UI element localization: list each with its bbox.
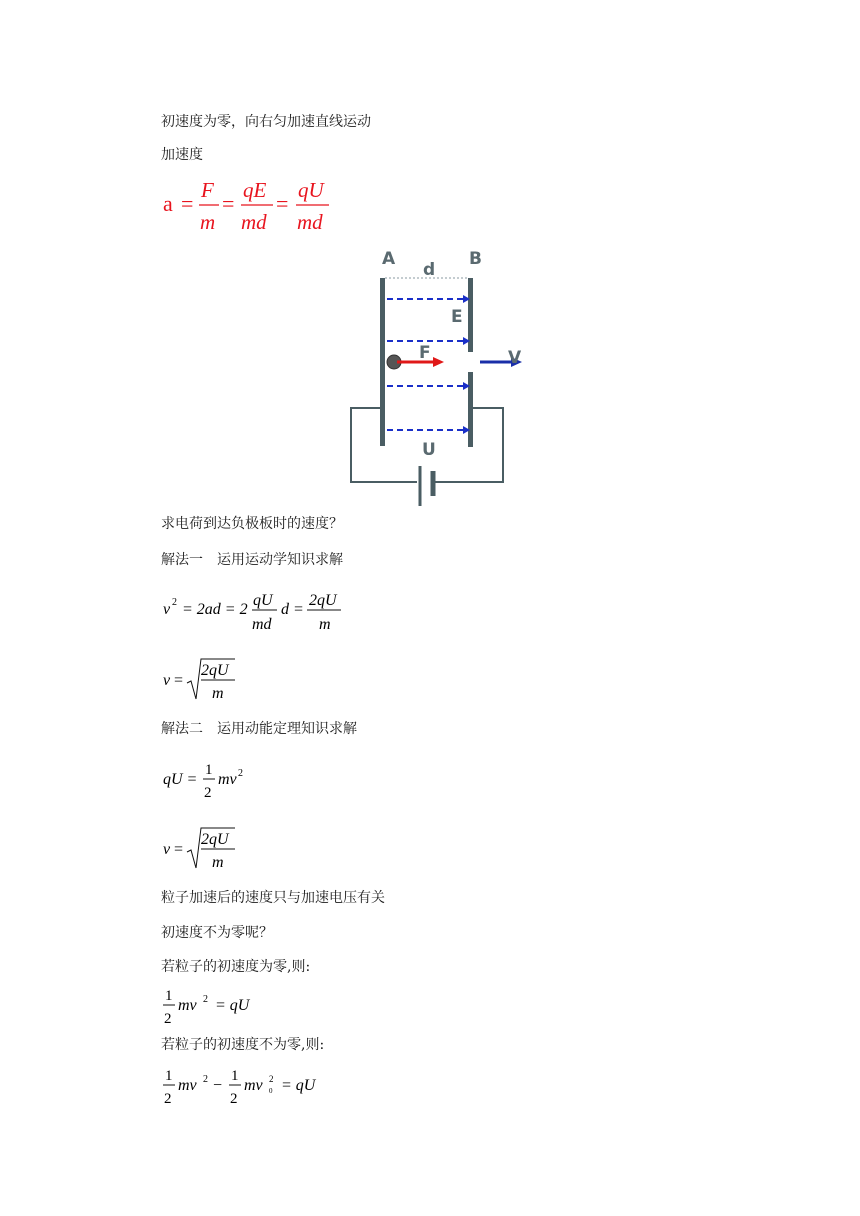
label-U: U: [422, 440, 436, 460]
label-V: V: [508, 348, 522, 368]
e1-two-a: 2: [164, 1091, 172, 1107]
e0-rhs: = qU: [215, 997, 250, 1014]
formula-m: m: [200, 210, 216, 234]
formula-eq3: =: [276, 191, 289, 216]
formula-eq1: =: [181, 191, 194, 216]
v-sqrt2-2qU: 2qU: [201, 831, 229, 848]
v-sqrt1-v: v: [163, 672, 171, 689]
energy-sup: 2: [238, 768, 243, 779]
label-A: A: [382, 249, 396, 269]
v2-qU: qU: [253, 592, 273, 609]
text-line-9: 若粒子的初速度不为零,则:: [161, 1037, 325, 1053]
v2-d: d =: [281, 601, 304, 618]
e0-one: 1: [165, 988, 173, 1004]
energy-mv: mv: [218, 771, 237, 788]
label-d: d: [423, 260, 436, 280]
e0-sup: 2: [203, 994, 208, 1005]
text-line-7: 初速度不为零呢？: [161, 925, 273, 941]
formula-md2: md: [297, 210, 323, 234]
v-sqrt2-v: v: [163, 841, 171, 858]
v2-md: md: [252, 616, 272, 633]
formula-qU: qU: [298, 178, 324, 202]
e0-mv: mv: [178, 997, 197, 1014]
v-sqrt1-2qU: 2qU: [201, 662, 229, 679]
v-squared-formula: [163, 586, 363, 641]
v2-2qU: 2qU: [309, 592, 337, 609]
capacitor-diagram: [345, 244, 535, 513]
e1-sub0: 0: [269, 1087, 273, 1095]
v-sqrt-formula-1: [163, 655, 253, 708]
acceleration-formula: [163, 178, 353, 245]
formula-md1: md: [241, 210, 267, 234]
energy-formula: [163, 756, 263, 807]
label-F: F: [419, 343, 431, 363]
v2-m: m: [319, 616, 331, 633]
v-sqrt-formula-2: [163, 824, 253, 877]
v-sqrt2-eq: =: [174, 841, 184, 858]
v2-sup: 2: [172, 597, 177, 608]
e1-minus: −: [213, 1077, 223, 1094]
label-E: E: [451, 307, 463, 327]
v-sqrt1-m: m: [212, 685, 224, 702]
e1-sup-b: 2: [269, 1074, 274, 1084]
e1-rhs: = qU: [281, 1077, 316, 1094]
e1-mv-b: mv: [244, 1077, 263, 1094]
v2-rhs1: = 2ad = 2: [182, 601, 248, 618]
text-line-2: 加速度: [161, 147, 203, 163]
label-B: B: [469, 249, 482, 269]
text-line-6: 粒子加速后的速度只与加速电压有关: [161, 890, 385, 906]
plate-A: [380, 278, 385, 446]
e0-two: 2: [164, 1011, 172, 1027]
energy-zero-formula: [163, 983, 273, 1034]
formula-qE: qE: [243, 178, 267, 202]
formula-F: F: [201, 178, 214, 202]
e1-one-a: 1: [165, 1068, 173, 1084]
v2-v: v: [163, 601, 171, 618]
text-line-4: 解法一 运用运动学知识求解: [161, 552, 343, 568]
text-line-5: 解法二 运用动能定理知识求解: [161, 721, 357, 737]
plate-B-lower: [468, 372, 473, 447]
energy-one: 1: [205, 762, 213, 778]
formula-eq2: =: [222, 191, 235, 216]
text-line-1: 初速度为零，向右匀加速直线运动: [161, 114, 371, 130]
formula-a: a: [163, 191, 173, 216]
e1-two-b: 2: [230, 1091, 238, 1107]
v-sqrt2-m: m: [212, 854, 224, 871]
energy-lhs: qU =: [163, 771, 198, 788]
e1-sup-a: 2: [203, 1074, 208, 1085]
e1-one-b: 1: [231, 1068, 239, 1084]
energy-nonzero-formula: [163, 1063, 333, 1114]
text-line-8: 若粒子的初速度为零,则:: [161, 959, 311, 975]
e1-mv-a: mv: [178, 1077, 197, 1094]
energy-two: 2: [204, 785, 212, 801]
v-sqrt1-eq: =: [174, 672, 184, 689]
text-line-3: 求电荷到达负极板时的速度？: [161, 516, 343, 532]
